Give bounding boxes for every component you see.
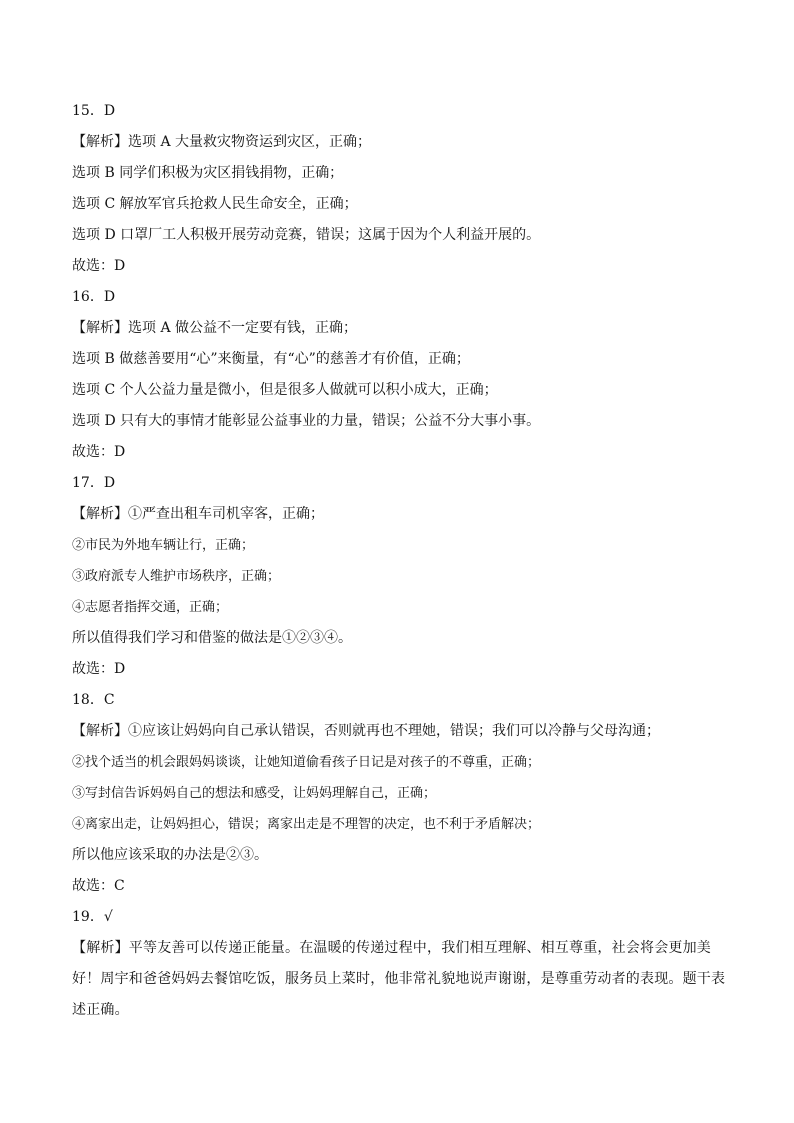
q17-answer: 17．D bbox=[72, 475, 116, 491]
q15-answer: 15．D bbox=[72, 103, 116, 119]
q19-answer: 19．√ bbox=[72, 909, 113, 925]
q18-conclusion: 故选：C bbox=[72, 878, 125, 894]
q16-analysis-line: 选项 D 只有大的事情才能彰显公益事业的力量，错误；公益不分大事小事。 bbox=[72, 413, 541, 429]
q16-analysis-line: 【解析】选项 A 做公益不一定要有钱，正确； bbox=[72, 320, 358, 336]
q15-conclusion: 故选：D bbox=[72, 258, 126, 274]
q15-analysis-line: 选项 C 解放军官兵抢救人民生命安全，正确； bbox=[72, 196, 358, 212]
q17-analysis-line: 【解析】①严查出租车司机宰客，正确； bbox=[72, 506, 324, 522]
q15-analysis-line: 【解析】选项 A 大量救灾物资运到灾区，正确； bbox=[72, 134, 372, 150]
q17-analysis-line: ③政府派专人维护市场秩序，正确； bbox=[72, 569, 281, 584]
q18-analysis-line: 所以他应该采取的办法是②③。 bbox=[72, 847, 268, 863]
q15-analysis-line: 选项 B 同学们积极为灾区捐钱捐物，正确； bbox=[72, 165, 344, 181]
q15-analysis-line: 选项 D 口罩厂工人积极开展劳动竞赛，错误；这属于因为个人利益开展的。 bbox=[72, 227, 541, 243]
answer-analysis-content bbox=[72, 96, 732, 1026]
q18-analysis-line: ②找个适当的机会跟妈妈谈谈，让她知道偷看孩子日记是对孩子的不尊重，正确； bbox=[72, 755, 541, 770]
q19-analysis-paragraph: 【解析】平等友善可以传递正能量。在温暖的传递过程中，我们相互理解、相互尊重，社会将会更加美好！周宇和爸爸妈妈去餐馆吃饭，服务员上菜时，他非常礼貌地说声谢谢，是尊重劳动者的表现。题干表述正确。 bbox=[72, 940, 726, 1018]
q17-analysis-line: 所以值得我们学习和借鉴的做法是①②③④。 bbox=[72, 630, 352, 646]
q16-answer: 16．D bbox=[72, 289, 116, 305]
q18-analysis-line: ④离家出走，让妈妈担心，错误；离家出走是不理智的决定，也不利于矛盾解决； bbox=[72, 817, 541, 832]
q17-analysis-line: ④志愿者指挥交通，正确； bbox=[72, 600, 229, 615]
q18-answer: 18．C bbox=[72, 692, 115, 708]
q16-conclusion: 故选：D bbox=[72, 444, 126, 460]
q16-analysis-line: 选项 B 做慈善要用“心”来衡量，有“心”的慈善才有价值，正确； bbox=[72, 351, 470, 367]
q18-analysis-line: ③写封信告诉妈妈自己的想法和感受，让妈妈理解自己，正确； bbox=[72, 786, 437, 801]
q17-analysis-line: ②市民为外地车辆让行，正确； bbox=[72, 538, 255, 553]
q16-analysis-line: 选项 C 个人公益力量是微小，但是很多人做就可以积小成大，正确； bbox=[72, 382, 498, 398]
q18-analysis-line: 【解析】①应该让妈妈向自己承认错误，否则就再也不理她，错误；我们可以冷静与父母沟通； bbox=[72, 723, 660, 739]
q17-conclusion: 故选：D bbox=[72, 661, 126, 677]
